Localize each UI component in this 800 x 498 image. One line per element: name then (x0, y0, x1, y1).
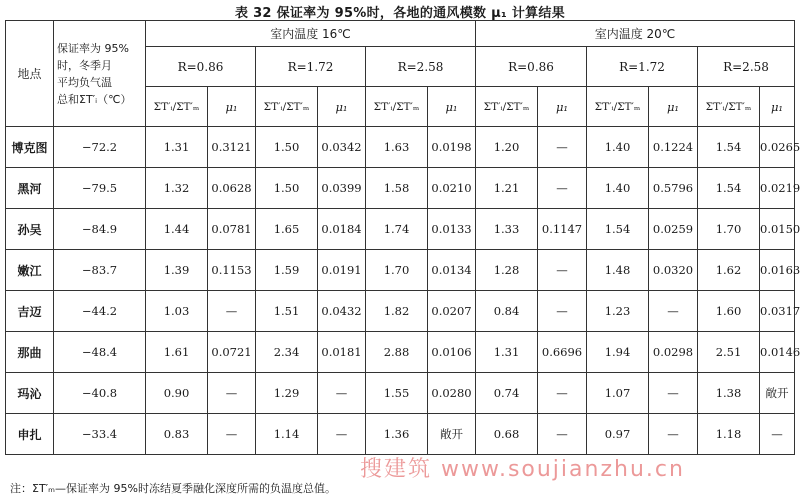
sub-header-mu: μ₁ (538, 87, 587, 127)
table-row (6, 127, 795, 168)
mu-cell: — (538, 127, 587, 168)
ratio-cell: 1.70 (698, 209, 760, 250)
sub-header-ratio: ΣT′ᵢ/ΣT′ₘ (256, 87, 318, 127)
ratio-cell: 0.84 (476, 291, 538, 332)
mu-cell: 0.0320 (649, 250, 698, 291)
mu-cell: — (538, 168, 587, 209)
ratio-cell: 1.38 (698, 373, 760, 414)
ratio-cell: 1.39 (146, 250, 208, 291)
ratio-cell: 1.50 (256, 168, 318, 209)
ratio-cell: 1.20 (476, 127, 538, 168)
sub-header-ratio: ΣT′ᵢ/ΣT′ₘ (587, 87, 649, 127)
r-header: R=2.58 (698, 47, 795, 87)
mu-cell: 敞开 (428, 414, 476, 455)
table-note: 注：ΣT′ₘ—保证率为 95%时冻结夏季融化深度所需的负温度总值。 (10, 482, 336, 495)
ratio-cell: 1.33 (476, 209, 538, 250)
ratio-cell: 1.61 (146, 332, 208, 373)
ratio-cell: 0.68 (476, 414, 538, 455)
table-row (6, 250, 795, 291)
sub-header-mu: μ₁ (649, 87, 698, 127)
place-cell: 黑河 (6, 168, 54, 209)
ratio-cell: 1.28 (476, 250, 538, 291)
temperature-sum-cell: −84.9 (54, 209, 146, 250)
mu-cell: 0.0280 (428, 373, 476, 414)
mu-cell: 敞开 (760, 373, 795, 414)
watermark: 搜建筑 www.soujianzhu.cn (360, 457, 685, 482)
mu-cell: 0.3121 (208, 127, 256, 168)
mu-cell: 0.0721 (208, 332, 256, 373)
temperature-sum-cell: −40.8 (54, 373, 146, 414)
ratio-cell: 1.54 (587, 209, 649, 250)
mu-cell: — (649, 291, 698, 332)
r-header: R=1.72 (587, 47, 698, 87)
mu-cell: 0.6696 (538, 332, 587, 373)
place-cell: 吉迈 (6, 291, 54, 332)
sub-header-ratio: ΣT′ᵢ/ΣT′ₘ (476, 87, 538, 127)
ratio-cell: 1.23 (587, 291, 649, 332)
mu-cell: 0.0134 (428, 250, 476, 291)
mu-cell: — (538, 250, 587, 291)
header-description (54, 21, 146, 127)
temperature-sum-cell: −79.5 (54, 168, 146, 209)
ratio-cell: 1.40 (587, 168, 649, 209)
mu-cell: 0.0181 (318, 332, 366, 373)
ventilation-modulus-table (5, 20, 800, 455)
mu-cell: 0.0628 (208, 168, 256, 209)
mu-cell: — (649, 373, 698, 414)
ratio-cell: 0.83 (146, 414, 208, 455)
table-row (6, 168, 795, 209)
mu-cell: — (318, 414, 366, 455)
table-row (6, 414, 795, 455)
sub-header-ratio: ΣT′ᵢ/ΣT′ₘ (146, 87, 208, 127)
mu-cell: 0.0150 (760, 209, 795, 250)
mu-cell: — (208, 414, 256, 455)
ratio-cell: 1.07 (587, 373, 649, 414)
ratio-cell: 1.03 (146, 291, 208, 332)
ratio-cell: 1.65 (256, 209, 318, 250)
mu-cell: 0.0298 (649, 332, 698, 373)
ratio-cell: 2.51 (698, 332, 760, 373)
place-cell: 孙吴 (6, 209, 54, 250)
ratio-cell: 1.32 (146, 168, 208, 209)
ratio-cell: 1.54 (698, 168, 760, 209)
table-row (6, 373, 795, 414)
ratio-cell: 1.18 (698, 414, 760, 455)
table-title: 表 32 保证率为 95%时，各地的通风模数 μ₁ 计算结果 (234, 6, 566, 21)
temperature-sum-cell: −48.4 (54, 332, 146, 373)
table-row (6, 209, 795, 250)
mu-cell: 0.0399 (318, 168, 366, 209)
group-header-20c: 室内温度 20℃ (476, 21, 795, 47)
mu-cell: — (538, 373, 587, 414)
place-cell: 玛沁 (6, 373, 54, 414)
mu-cell: 0.0317 (760, 291, 795, 332)
ratio-cell: 1.40 (587, 127, 649, 168)
temperature-sum-cell: −33.4 (54, 414, 146, 455)
ratio-cell: 1.14 (256, 414, 318, 455)
place-cell: 申扎 (6, 414, 54, 455)
ratio-cell: 1.51 (256, 291, 318, 332)
r-header: R=1.72 (256, 47, 366, 87)
mu-cell: 0.0191 (318, 250, 366, 291)
ratio-cell: 1.54 (698, 127, 760, 168)
header-desc-line: 总和ΣT′ᵢ（℃） (57, 92, 132, 106)
ratio-cell: 1.36 (366, 414, 428, 455)
ratio-cell: 1.29 (256, 373, 318, 414)
mu-cell: — (649, 414, 698, 455)
ratio-cell: 1.74 (366, 209, 428, 250)
place-cell: 那曲 (6, 332, 54, 373)
header-place: 地点 (6, 21, 54, 127)
mu-cell: — (760, 414, 795, 455)
group-header-16c: 室内温度 16℃ (146, 21, 476, 47)
mu-cell: 0.0259 (649, 209, 698, 250)
ratio-cell: 2.88 (366, 332, 428, 373)
mu-cell: 0.1153 (208, 250, 256, 291)
sub-header-mu: μ₁ (428, 87, 476, 127)
temperature-sum-cell: −44.2 (54, 291, 146, 332)
mu-cell: 0.0781 (208, 209, 256, 250)
mu-cell: 0.0219 (760, 168, 795, 209)
ratio-cell: 1.55 (366, 373, 428, 414)
sub-header-mu: μ₁ (318, 87, 366, 127)
ratio-cell: 2.34 (256, 332, 318, 373)
ratio-cell: 1.60 (698, 291, 760, 332)
ratio-cell: 1.50 (256, 127, 318, 168)
r-header: R=2.58 (366, 47, 476, 87)
mu-cell: 0.5796 (649, 168, 698, 209)
sub-header-mu: μ₁ (760, 87, 795, 127)
mu-cell: — (208, 291, 256, 332)
mu-cell: 0.0146 (760, 332, 795, 373)
mu-cell: — (538, 414, 587, 455)
ratio-cell: 1.63 (366, 127, 428, 168)
ratio-cell: 1.62 (698, 250, 760, 291)
mu-cell: 0.1147 (538, 209, 587, 250)
ratio-cell: 1.59 (256, 250, 318, 291)
mu-cell: — (538, 291, 587, 332)
mu-cell: 0.0265 (760, 127, 795, 168)
ratio-cell: 1.31 (146, 127, 208, 168)
sub-header-ratio: ΣT′ᵢ/ΣT′ₘ (366, 87, 428, 127)
ratio-cell: 1.94 (587, 332, 649, 373)
table-body (6, 127, 800, 455)
mu-cell: 0.0210 (428, 168, 476, 209)
ratio-cell: 1.82 (366, 291, 428, 332)
mu-cell: 0.0133 (428, 209, 476, 250)
sub-header-mu: μ₁ (208, 87, 256, 127)
r-header: R=0.86 (146, 47, 256, 87)
mu-cell: 0.0342 (318, 127, 366, 168)
ratio-cell: 0.74 (476, 373, 538, 414)
ratio-cell: 1.70 (366, 250, 428, 291)
ratio-cell: 0.90 (146, 373, 208, 414)
mu-cell: 0.0184 (318, 209, 366, 250)
ratio-cell: 1.58 (366, 168, 428, 209)
table-row (6, 332, 795, 373)
mu-cell: 0.0432 (318, 291, 366, 332)
header-desc-line: 保证率为 95% (57, 41, 129, 55)
ratio-cell: 1.48 (587, 250, 649, 291)
mu-cell: — (208, 373, 256, 414)
mu-cell: 0.0106 (428, 332, 476, 373)
ratio-cell: 0.97 (587, 414, 649, 455)
header-desc-line: 平均负气温 (57, 75, 112, 89)
ratio-cell: 1.21 (476, 168, 538, 209)
mu-cell: 0.0207 (428, 291, 476, 332)
place-cell: 博克图 (6, 127, 54, 168)
mu-cell: 0.0198 (428, 127, 476, 168)
ratio-cell: 1.44 (146, 209, 208, 250)
sub-header-ratio: ΣT′ᵢ/ΣT′ₘ (698, 87, 760, 127)
place-cell: 嫩江 (6, 250, 54, 291)
mu-cell: — (318, 373, 366, 414)
header-desc-line: 时，冬季月 (57, 58, 112, 72)
table-row (6, 291, 795, 332)
ratio-cell: 1.31 (476, 332, 538, 373)
temperature-sum-cell: −83.7 (54, 250, 146, 291)
r-header: R=0.86 (476, 47, 587, 87)
mu-cell: 0.1224 (649, 127, 698, 168)
temperature-sum-cell: −72.2 (54, 127, 146, 168)
mu-cell: 0.0163 (760, 250, 795, 291)
